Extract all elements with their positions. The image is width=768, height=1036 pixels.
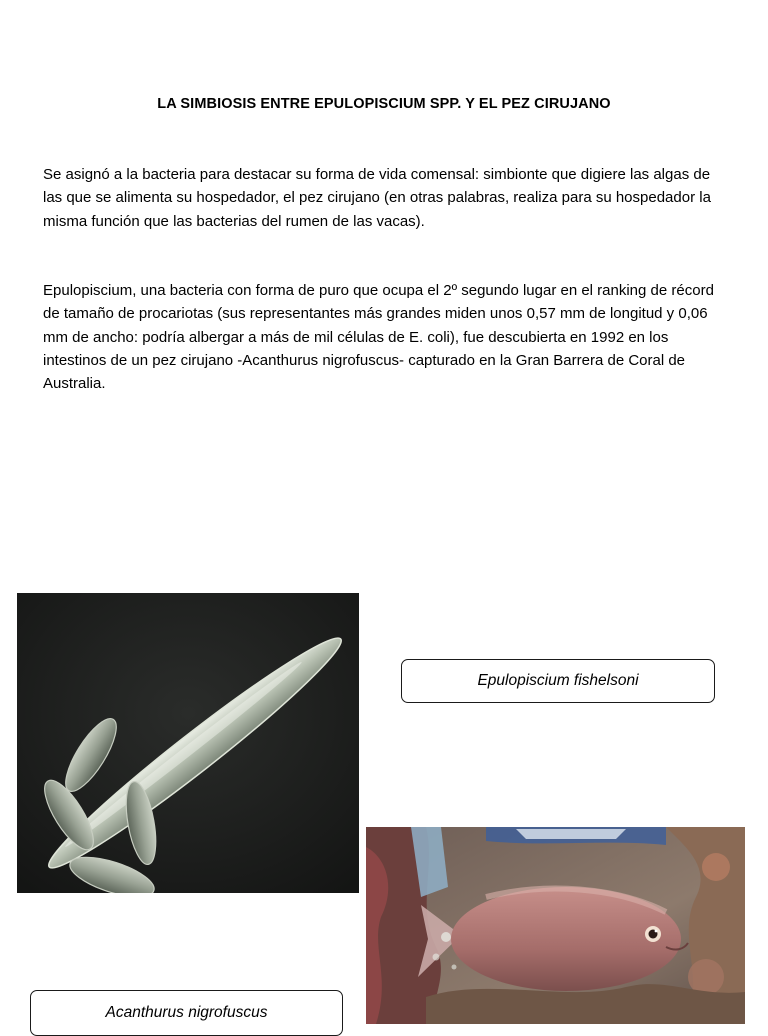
paragraph-intro: Se asignó a la bacteria para destacar su forma de vida comensal: simbionte que digiere las algas de las que se alimenta su hospedador, el pez cirujano (en otras palabras, realiza para su hospedador la misma función que las bacterias del rumen de las vacas).	[43, 166, 711, 230]
caption-epulopiscium: Epulopiscium fishelsoni	[401, 659, 715, 703]
paragraph-description: Epulopiscium, una bacteria con forma de puro que ocupa el 2º segundo lugar en el ranking de récord de tamaño de procariotas (sus representantes más grandes miden unos 0,57 mm de longitud y 0,06 mm de ancho: podría albergar a más de mil células de E. coli), fue descubierta en 1992 en los intestinos de un pez cirujano -Acanthurus nigrofuscus- capturado en la Gran Barrera de Coral de Australia.	[43, 282, 714, 393]
epulopiscium-micrograph	[17, 593, 359, 893]
surgeonfish-photo	[366, 827, 745, 1024]
caption-acanthurus: Acanthurus nigrofuscus	[30, 990, 343, 1036]
page-title: LA SIMBIOSIS ENTRE EPULOPISCIUM SPP. Y EL PEZ CIRUJANO	[157, 96, 611, 112]
